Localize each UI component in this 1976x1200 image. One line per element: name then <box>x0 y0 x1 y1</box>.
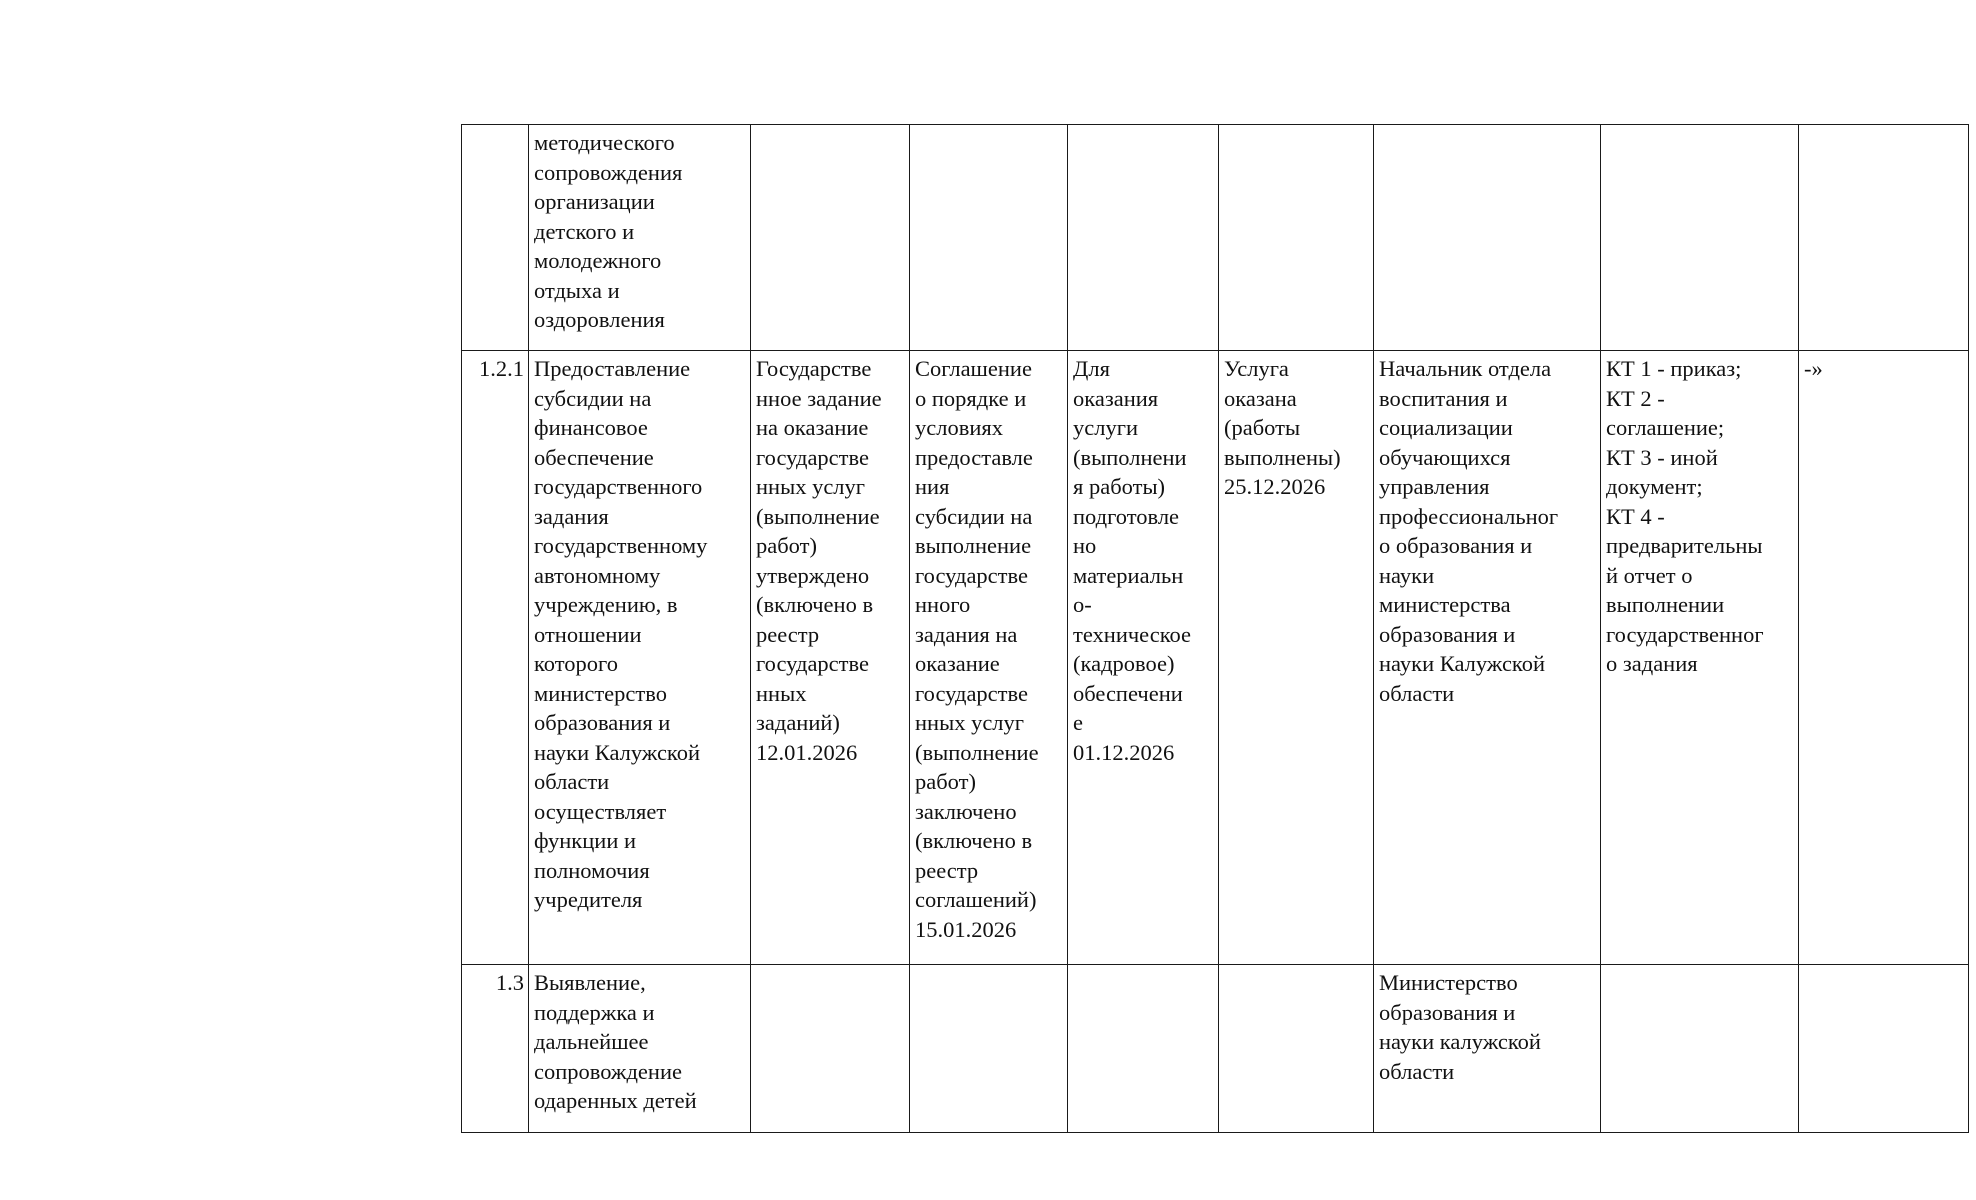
responsible-cell: Начальник отдела воспитания и социализации обучающихся управления профессиональног о образования и науки министерства образования и науки Калужской области <box>1374 351 1601 965</box>
event-name-cell: методического сопровождения организации детского и молодежного отдыха и оздоровления <box>529 125 751 351</box>
service-result-cell <box>1219 965 1374 1133</box>
agreement-cell: Соглашение о порядке и условиях предоставле ния субсидии на выполнение государстве нного задания на оказание государстве нных услуг (выполнение работ) заключено (включено в реестр соглашений) 15.01.2026 <box>910 351 1068 965</box>
provision-cell: Для оказания услуги (выполнени я работы) подготовле но материальн о- техническое (кадровое) обеспечени е 01.12.2026 <box>1068 351 1219 965</box>
last-cell <box>1799 125 1969 351</box>
agreement-cell <box>910 965 1068 1133</box>
control-points-cell <box>1601 965 1799 1133</box>
responsible-cell: Министерство образования и науки калужской области <box>1374 965 1601 1133</box>
row-number-cell: 1.3 <box>462 965 529 1133</box>
state-task-cell <box>751 125 910 351</box>
row-number-cell: 1.2.1 <box>462 351 529 965</box>
agreement-cell <box>910 125 1068 351</box>
row-number-cell <box>462 125 529 351</box>
control-points-cell <box>1601 125 1799 351</box>
service-result-cell: Услуга оказана (работы выполнены) 25.12.2026 <box>1219 351 1374 965</box>
event-name-cell: Выявление, поддержка и дальнейшее сопровождение одаренных детей <box>529 965 751 1133</box>
provision-cell <box>1068 965 1219 1133</box>
responsible-cell <box>1374 125 1601 351</box>
table-row <box>462 965 1969 1133</box>
table-row <box>462 125 1969 351</box>
table-row <box>462 351 1969 965</box>
service-result-cell <box>1219 125 1374 351</box>
state-task-cell: Государстве нное задание на оказание государстве нных услуг (выполнение работ) утверждено (включено в реестр государстве нных заданий) 12.01.2026 <box>751 351 910 965</box>
control-points-cell: КТ 1 - приказ; КТ 2 - соглашение; КТ 3 - иной документ; КТ 4 - предварительны й отчет о выполнении государственног о задания <box>1601 351 1799 965</box>
event-name-cell: Предоставление субсидии на финансовое обеспечение государственного задания государственному автономному учреждению, в отношении которого министерство образования и науки Калужской области осуществляет функции и полномочия учредителя <box>529 351 751 965</box>
plan-table <box>461 124 1969 1133</box>
provision-cell <box>1068 125 1219 351</box>
state-task-cell <box>751 965 910 1133</box>
last-cell: -» <box>1799 351 1969 965</box>
last-cell <box>1799 965 1969 1133</box>
